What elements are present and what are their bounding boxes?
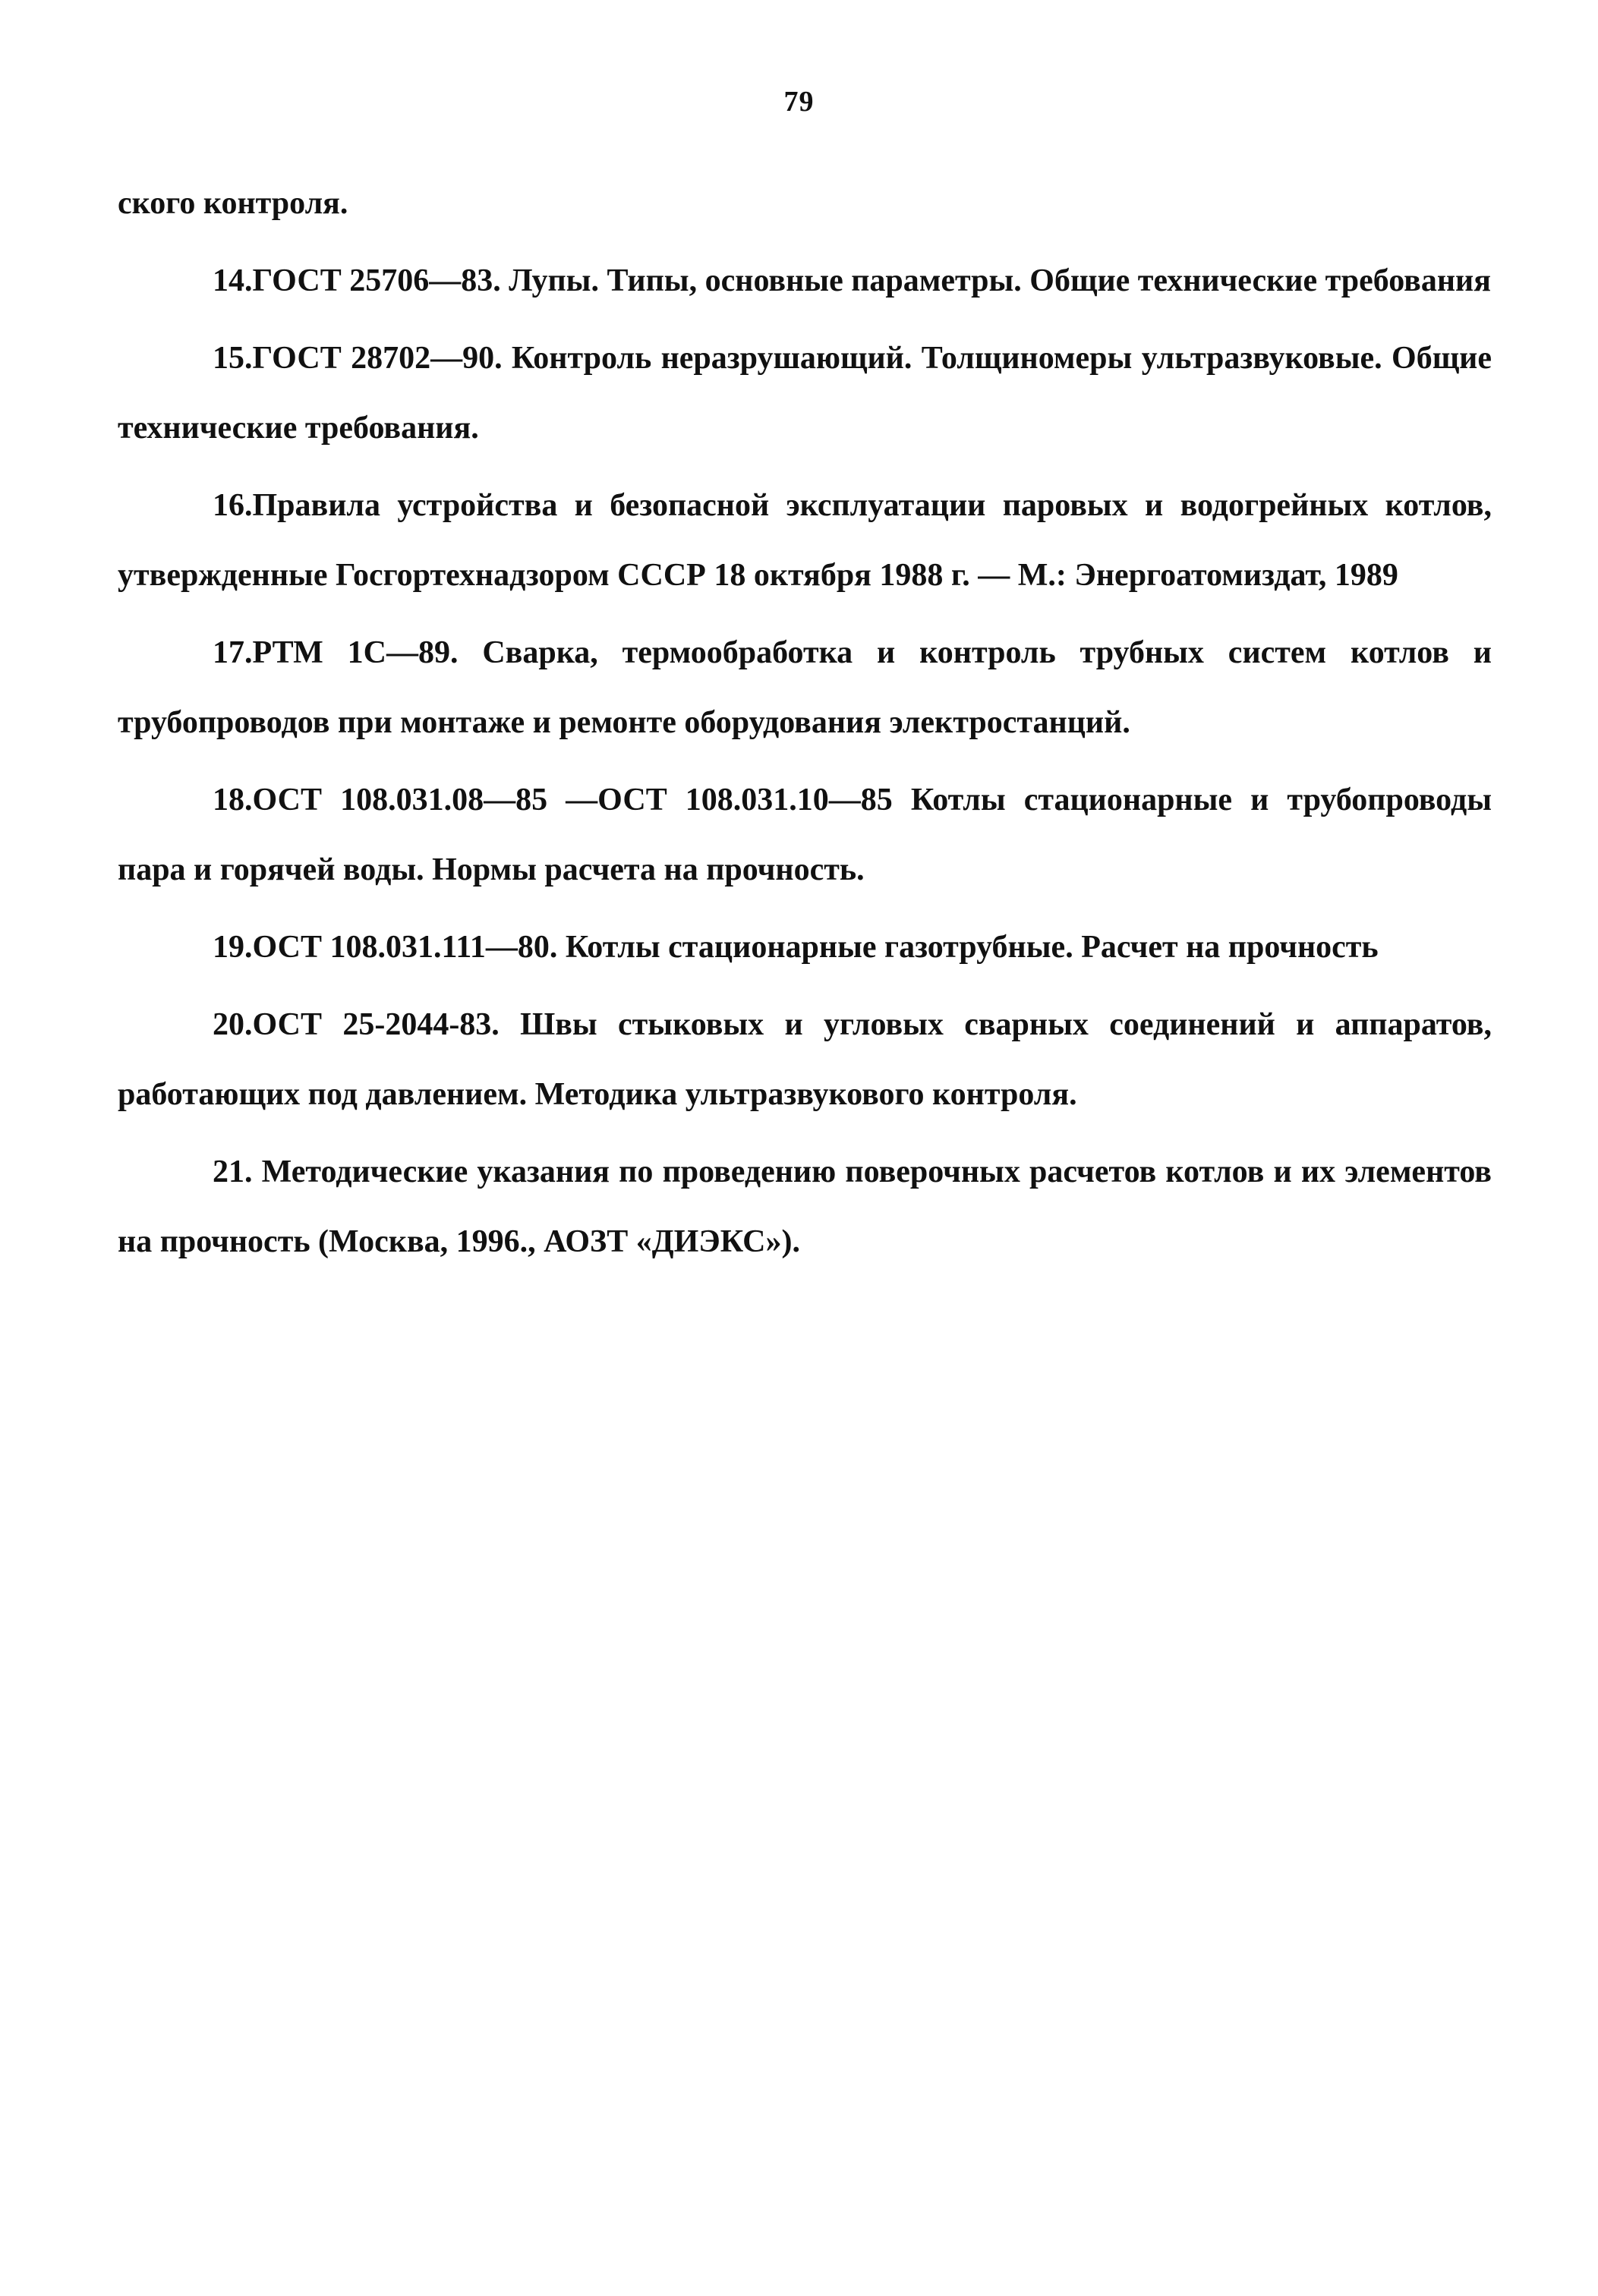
reference-continuation: ского контроля. — [118, 186, 348, 221]
reference-item-14: 14.ГОСТ 25706—83. Лупы. Типы, основные параметры. Общие технические требования — [213, 263, 1491, 298]
reference-list — [118, 168, 1492, 1284]
reference-item-20: 20.ОСТ 25-2044-83. Швы стыковых и угловых сварных соединений и аппаратов, работающих под давлением. Методика ультразвукового контроля. — [118, 1007, 1492, 1112]
reference-item-17: 17.РТМ 1С—89. Сварка, термообработка и контроль трубных систем котлов и трубопроводов при монтаже и ремонте оборудования электростанций. — [118, 635, 1492, 740]
reference-item-18: 18.ОСТ 108.031.08—85 —ОСТ 108.031.10—85 Котлы стационарные и трубопроводы пара и горячей воды. Нормы расчета на прочность. — [118, 783, 1492, 887]
reference-item-21: 21. Методические указания по проведению поверочных расчетов котлов и их элементов на прочность (Москва, 1996., АОЗТ «ДИЭКС»). — [118, 1154, 1492, 1259]
reference-item-19: 19.ОСТ 108.031.111—80. Котлы стационарные газотрубные. Расчет на прочность — [213, 930, 1379, 965]
reference-item-16: 16.Правила устройства и безопасной эксплуатации паровых и водогрейных котлов, утвержденные Госгортехнадзором СССР 18 октября 1988 г. — М.: Энергоатомиздат, 1989 — [118, 488, 1492, 593]
reference-item-15: 15.ГОСТ 28702—90. Контроль неразрушающий. Толщиномеры ультразвуковые. Общие технические требования. — [118, 341, 1492, 446]
page-number: 79 — [783, 86, 815, 118]
